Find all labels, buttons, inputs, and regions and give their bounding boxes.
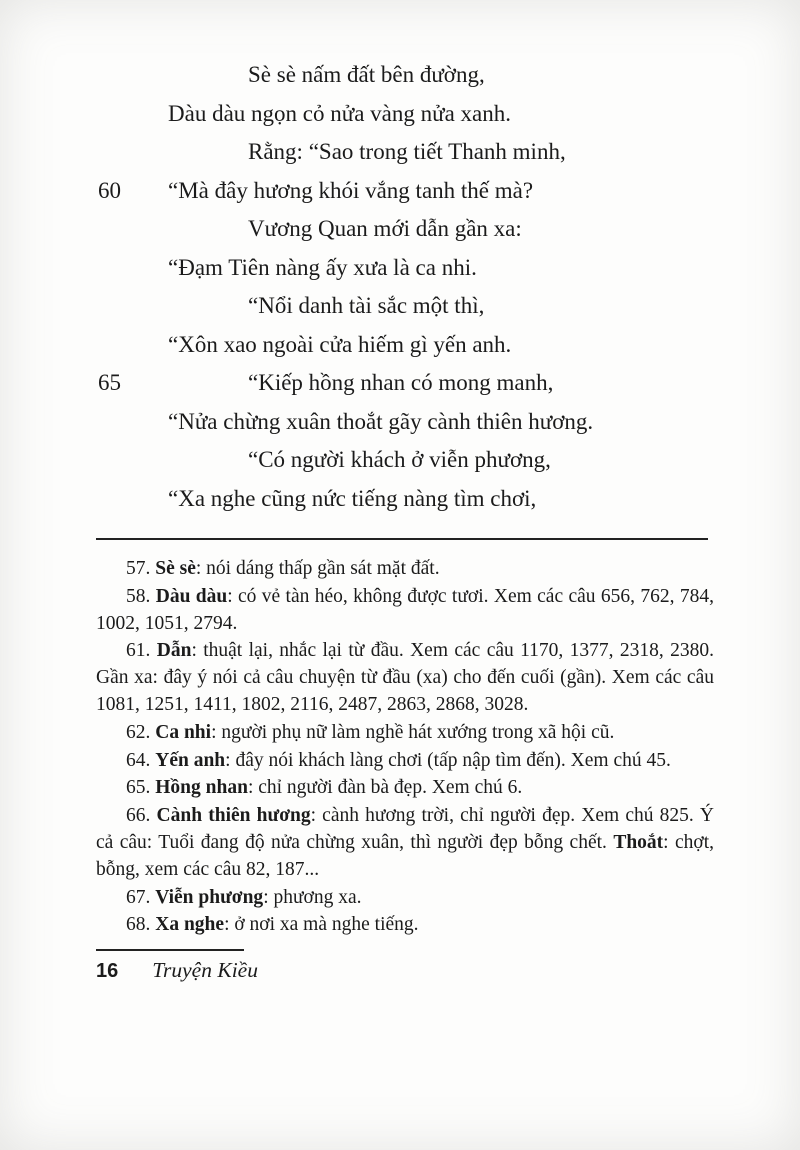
verse-line-text: “Đạm Tiên nàng ấy xưa là ca nhi.	[168, 254, 477, 280]
poem-line	[98, 249, 800, 288]
page-footer	[96, 949, 800, 983]
verse-line-number	[98, 95, 168, 134]
book-title: Truyện Kiều	[152, 958, 258, 983]
poem-line	[98, 403, 800, 442]
verse-line-text: Dàu dàu ngọn cỏ nửa vàng nửa xanh.	[168, 100, 512, 126]
footnote-text: 64.	[126, 749, 156, 771]
footnote-text: : chợt, bỗng, xem các câu 82, 187...	[96, 831, 714, 880]
verse-line-number	[98, 403, 168, 442]
verse-line-number	[98, 480, 168, 519]
verse-line-text: Rằng: “Sao trong tiết Thanh minh,	[248, 139, 566, 164]
footnote-text: 61.	[126, 640, 157, 662]
verse-line-text: “Xa nghe cũng nức tiếng nàng tìm chơi,	[168, 485, 537, 511]
footnote-term: Viễn phương	[155, 886, 264, 908]
footnote	[96, 803, 714, 883]
footnote	[96, 775, 714, 802]
footnote-text: : nói dáng thấp gần sát mặt đất.	[195, 558, 440, 579]
footnote-text: 66.	[126, 805, 157, 827]
poem-line	[98, 172, 800, 211]
footnote-text: 65.	[126, 777, 156, 799]
footnote-term: Dàu dàu	[155, 585, 228, 607]
footnote-term: Yến anh	[155, 749, 226, 771]
poem-line	[98, 480, 800, 519]
footnote	[96, 556, 714, 583]
verse-line-text: “Nửa chừng xuân thoắt gãy cành thiên hương.	[168, 408, 594, 434]
poem-line	[98, 364, 800, 403]
verse-line-number	[98, 441, 168, 480]
footnote-term: Ca nhi	[155, 721, 212, 743]
verse-line-number	[98, 210, 168, 249]
poem-line	[98, 95, 800, 134]
verse-line-text: “Nổi danh tài sắc một thì,	[248, 293, 485, 318]
footnote-term: Cành thiên hương	[156, 805, 311, 827]
footnote-term: Hồng nhan	[155, 777, 248, 799]
verse-line-number	[98, 287, 168, 326]
verse-line-text: “Có người khách ở viễn phương,	[248, 447, 551, 472]
verse-line-text: “Xôn xao ngoài cửa hiếm gì yến anh.	[168, 331, 512, 357]
verse-line-number: 65	[98, 370, 121, 395]
footnote-term: Sè sè	[155, 558, 196, 579]
verse-line-text: Sè sè nấm đất bên đường,	[248, 62, 485, 87]
footnote-term: Xa nghe	[155, 914, 225, 936]
page-number: 16	[96, 960, 119, 983]
footnote-text: : chỉ người đàn bà đẹp. Xem chú 6.	[247, 777, 523, 799]
verse-line-number	[98, 56, 168, 95]
verse-line-number	[98, 133, 168, 172]
footnote	[96, 584, 714, 638]
verse-line-text: “Kiếp hồng nhan có mong manh,	[248, 370, 554, 395]
footnote-text: : ở nơi xa mà nghe tiếng.	[224, 914, 419, 936]
footnote-text: 67.	[126, 886, 156, 908]
footnote-separator	[96, 538, 708, 540]
footer-rule	[96, 949, 244, 951]
footnote-text: : thuật lại, nhắc lại từ đầu. Xem các câu 1170, 1377, 2318, 2380. Gần xa: đây ý nói cả câu chuyện từ đầu (xa) cho đến cuối (gần). Xem các câu 1081, 1251, 1411, 1802, 2116, 2487, 2863, 2868, 3028.	[96, 640, 714, 715]
poem-line	[98, 210, 800, 249]
footnote	[96, 885, 714, 912]
poem-line	[98, 56, 800, 95]
poem-line	[98, 133, 800, 172]
footnote	[96, 720, 714, 747]
verse-line-text: Vương Quan mới dẫn gần xa:	[248, 216, 522, 241]
footnote-text: 58.	[126, 585, 156, 607]
footnote-text: 68.	[126, 914, 156, 936]
poem-line	[98, 287, 800, 326]
footnote-text: : có vẻ tàn héo, không được tươi. Xem các câu 656, 762, 784, 1002, 1051, 2794.	[96, 585, 714, 634]
footnote-term: Dẫn	[156, 640, 192, 662]
footnote-term: Thoắt	[613, 831, 664, 853]
poem-line	[98, 326, 800, 365]
footnote-text: : đây nói khách làng chơi (tấp nập tìm đến). Xem chú 45.	[225, 749, 671, 771]
footnote-text: 57.	[126, 558, 156, 579]
footer-line	[96, 958, 800, 983]
footnote-text: : cành hương trời, chỉ người đẹp. Xem chú 825. Ý cả câu: Tuổi đang độ nửa chừng xuân, thì người đẹp bỗng chết.	[96, 805, 715, 853]
poem-line	[98, 441, 800, 480]
footnote	[96, 748, 714, 775]
footnote-text: : phương xa.	[263, 886, 362, 908]
verse-line-number: 60	[98, 177, 121, 203]
footnote	[96, 912, 714, 939]
footnote-text: 62.	[126, 721, 156, 743]
footnotes-section	[96, 556, 714, 939]
poem-section	[0, 0, 800, 518]
footnote	[96, 638, 714, 718]
footnote-text: : người phụ nữ làm nghề hát xướng trong xã hội cũ.	[211, 721, 615, 743]
verse-line-text: “Mà đây hương khói vắng tanh thế mà?	[168, 177, 534, 203]
verse-line-number	[98, 326, 168, 365]
verse-line-number	[98, 249, 168, 288]
